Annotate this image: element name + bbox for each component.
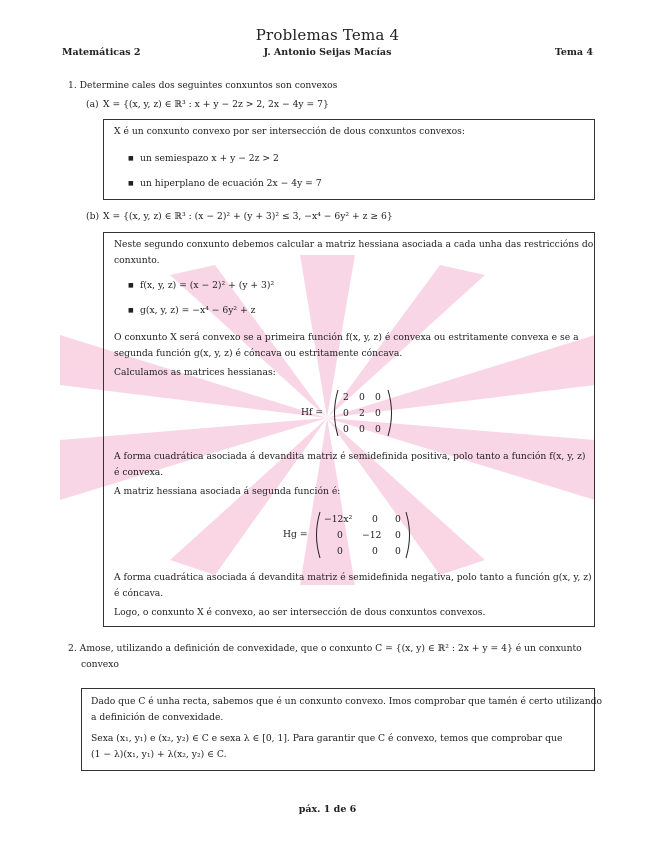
answer-1a-intro: X é un conxunto convexo por ser intersección de dous conxuntos convexos: (114, 126, 465, 137)
page-number: páx. 1 de 6 (298, 804, 357, 815)
answer-1b-hf-text: A forma cuadrática asociada á devandita matriz é semidefinida positiva, polo tanto a función f(x, y, z) (114, 451, 586, 462)
hessian-g-cell: 0 (395, 546, 401, 557)
header-topic: Tema 4 (554, 47, 593, 58)
hessian-g-cell: 0 (337, 546, 343, 557)
hessian-g-cell: 0 (372, 546, 378, 557)
page-title: Problemas Tema 4 (255, 26, 400, 44)
answer-1b-hg-text: é cóncava. (114, 588, 164, 599)
hessian-g-cell: 0 (337, 530, 343, 541)
hessian-f-cell: 0 (359, 424, 365, 435)
answer-1b-bullet: ■ f(x, y, z) = (x − 2)² + (y + 3)² (140, 280, 274, 291)
answer-1a-bullet: ■ un semiespazo x + y − 2z > 2 (140, 153, 279, 164)
hessian-f-cell: 0 (359, 392, 365, 403)
header-author: J. Antonio Seijas Macías (263, 47, 392, 58)
problem-1b-label: (b) (86, 211, 100, 222)
header-subject: Matemáticas 2 (62, 47, 141, 58)
answer-1a-bullet: ■ un hiperplano de ecuación 2x − 4y = 7 (140, 178, 322, 189)
hessian-f-cell: 0 (343, 424, 349, 435)
answer-1b-calc: Calculamos as matrices hessianas: (114, 367, 276, 378)
hessian-g-cell: 0 (372, 514, 378, 525)
answer-1b-intro: conxunto. (114, 255, 160, 266)
hessian-g-cell: −12 (362, 530, 382, 541)
hessian-f-cell: 2 (359, 408, 365, 419)
problem-2-statement: convexo (81, 659, 119, 670)
answer-1b-hg-text: A forma cuadrática asociada á devandita matriz é semidefinida negativa, polo tanto a función g(x, y, z) (114, 572, 592, 583)
hessian-f-cell: 0 (375, 392, 381, 403)
answer-1b-hg-intro: A matriz hessiana asociada á segunda función é: (114, 486, 341, 497)
hessian-g-cell: 0 (395, 530, 401, 541)
hessian-f-cell: 2 (343, 392, 349, 403)
answer-1b-convex-text: O conxunto X será convexo se a primeira función f(x, y, z) é convexa ou estritamente convexa e se a (114, 332, 579, 343)
hessian-f-cell: 0 (375, 408, 381, 419)
problem-1-statement: 1. Determine cales dos seguintes conxuntos son convexos (68, 80, 338, 91)
answer-1b-conclusion: Logo, o conxunto X é convexo, ao ser intersección de dous conxuntos convexos. (114, 607, 486, 618)
problem-2-statement: 2. Amose, utilizando a definición de convexidade, que o conxunto C = {(x, y) ∈ ℝ² : 2x + y = 4} é un conxunto (68, 643, 582, 654)
answer-1b-convex-text: segunda función g(x, y, z) é cóncava ou estritamente cóncava. (114, 348, 403, 359)
answer-2-text: Dado que C é unha recta, sabemos que é un conxunto convexo. Imos comprobar que tamén é certo utilizando (91, 696, 603, 707)
answer-2-text: (1 − λ)(x₁, y₁) + λ(x₂, y₂) ∈ C. (91, 749, 227, 760)
problem-1a-label: (a) (86, 99, 99, 110)
hessian-g-cell: −12x² (324, 514, 353, 525)
problem-1a-set: X = {(x, y, z) ∈ ℝ³ : x + y − 2z > 2, 2x − 4y = 7} (103, 99, 329, 110)
answer-2-text: a definición de convexidade. (91, 712, 224, 723)
answer-1b-bullet: ■ g(x, y, z) = −x⁴ − 6y² + z (140, 305, 255, 316)
hessian-f-cell: 0 (343, 408, 349, 419)
answer-1b-hf-text: é convexa. (114, 467, 164, 478)
problem-1b-set: X = {(x, y, z) ∈ ℝ³ : (x − 2)² + (y + 3)² ≤ 3, −x⁴ − 6y² + z ≥ 6} (103, 211, 393, 222)
hessian-g-cell: 0 (395, 514, 401, 525)
hessian-g-label: Hg = (283, 529, 308, 540)
hessian-f-cell: 0 (375, 424, 381, 435)
hessian-f-label: Hf = (301, 407, 324, 418)
answer-2-text: Sexa (x₁, y₁) e (x₂, y₂) ∈ C e sexa λ ∈ [0, 1]. Para garantir que C é convexo, temos que comprobar que (91, 733, 563, 744)
answer-1b-intro: Neste segundo conxunto debemos calcular a matriz hessiana asociada a cada unha das restriccións do (114, 239, 594, 250)
